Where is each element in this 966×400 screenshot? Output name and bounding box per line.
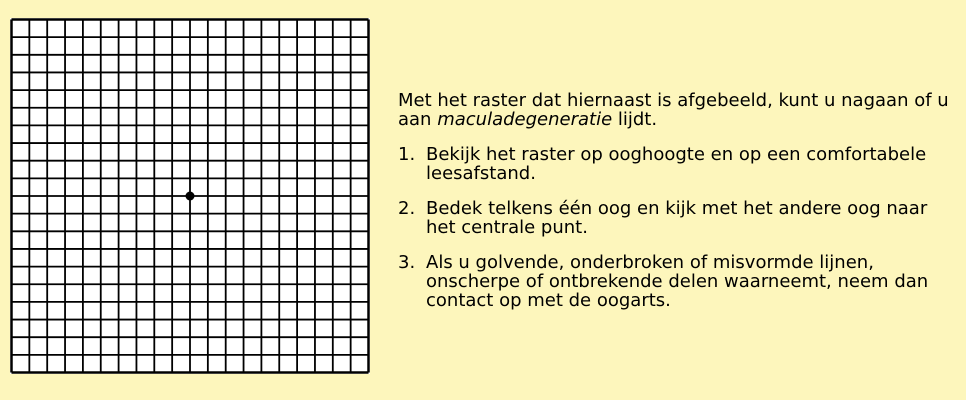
amsler-grid-lines: [10, 18, 370, 374]
step-text: Als u golvende, onderbroken of misvormde lijnen, onscherpe of ontbrekende delen waarneemt, neem dan contact op met de oogarts.: [426, 252, 929, 311]
step-number: 1.: [398, 144, 416, 165]
step-number: 3.: [398, 252, 416, 273]
center-dot: [186, 192, 195, 201]
step-1: [398, 145, 958, 183]
step-number: 2.: [398, 198, 416, 219]
intro-text-start: Met het raster dat hiernaast is afgebeeld, kunt u nagaan of u aan: [398, 90, 949, 130]
intro-text-end: lijdt.: [612, 109, 658, 130]
intro-paragraph: [398, 91, 958, 129]
step-text: Bekijk het raster op ooghoogte en op een comfortabele leesafstand.: [426, 144, 927, 184]
step-3: [398, 253, 958, 310]
amsler-grid: [10, 18, 370, 374]
instructions: [398, 91, 958, 326]
intro-emphasis: maculadegeneratie: [437, 109, 613, 130]
step-2: [398, 199, 958, 237]
step-text: Bedek telkens één oog en kijk met het andere oog naar het centrale punt.: [426, 198, 928, 238]
